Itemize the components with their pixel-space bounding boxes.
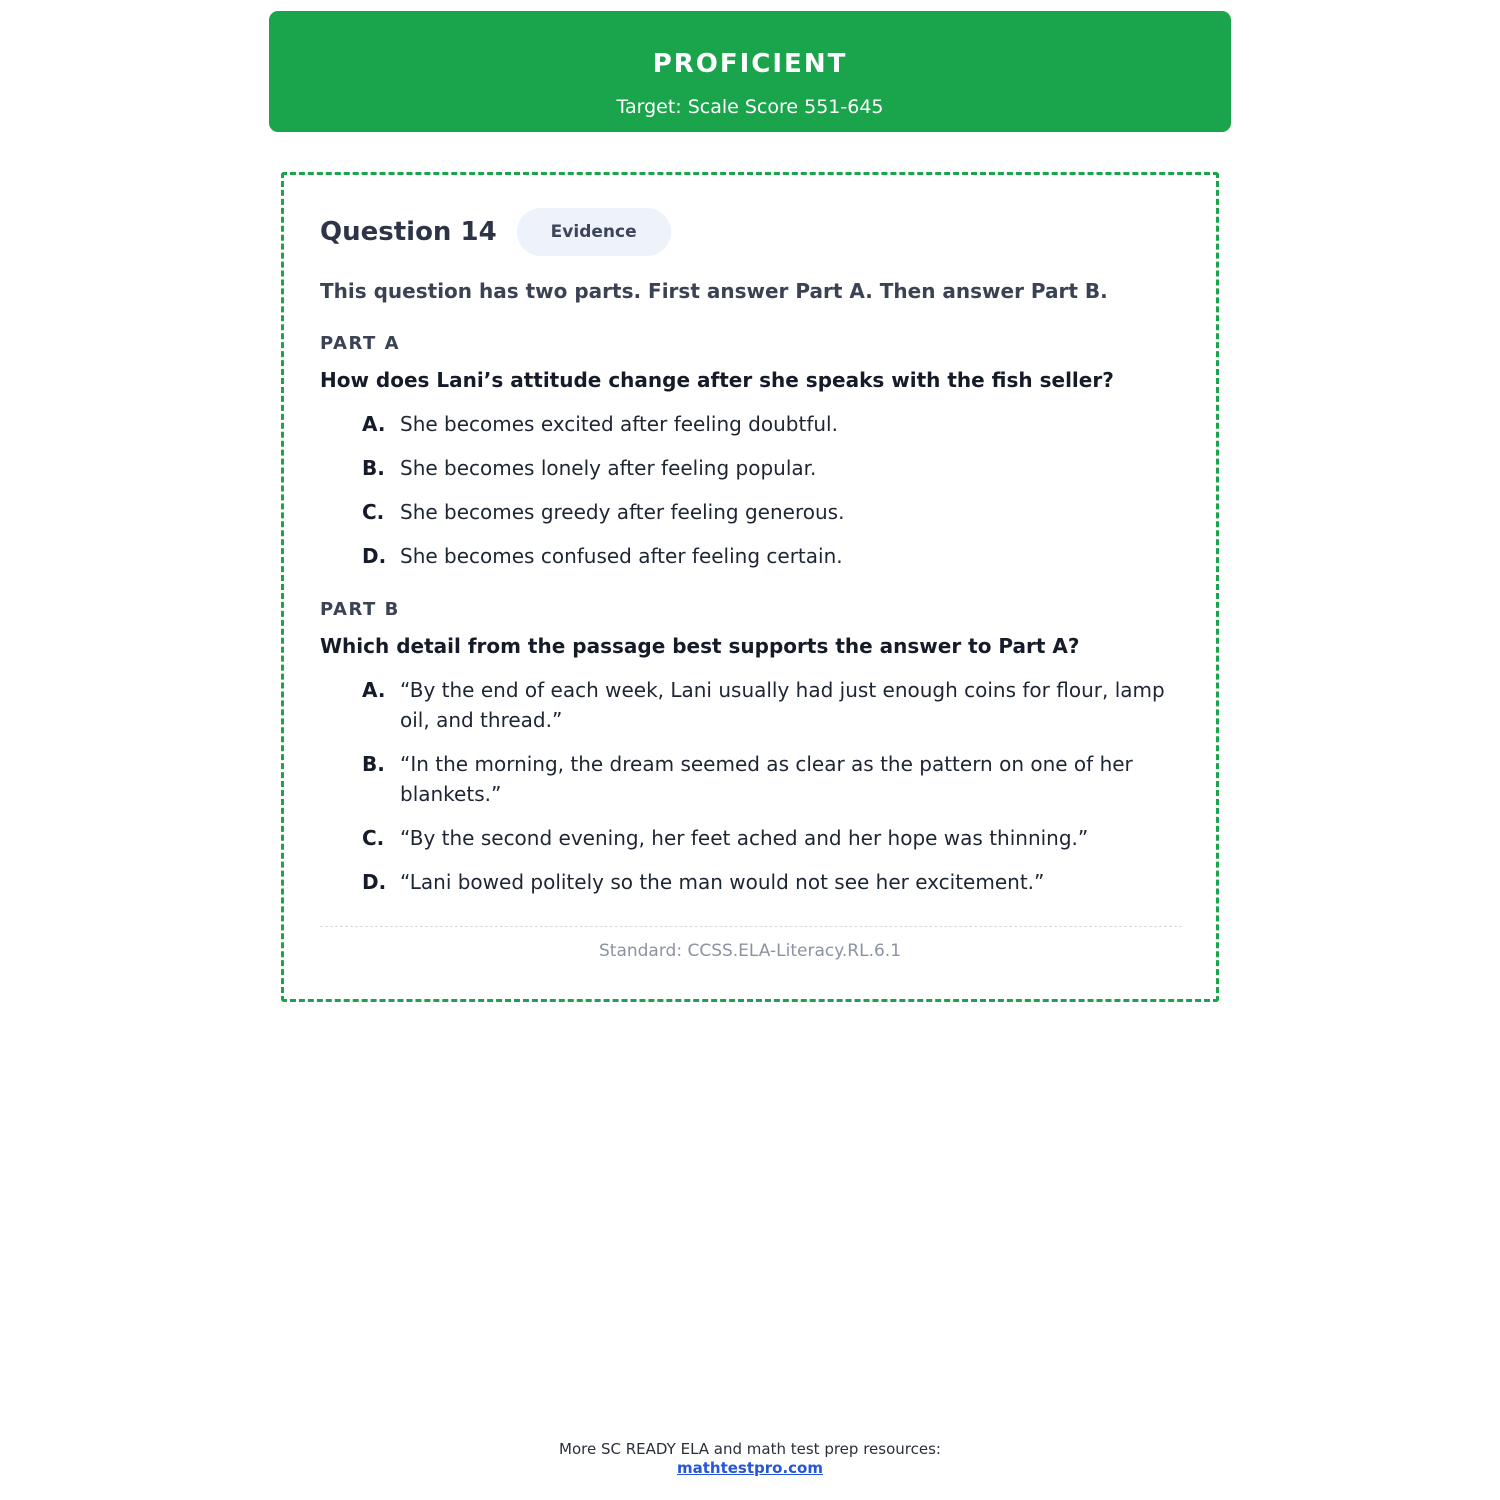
part-b-choice[interactable] bbox=[362, 867, 1172, 897]
choice-text: “Lani bowed politely so the man would not see her excitement.” bbox=[400, 870, 1045, 894]
choice-letter: B. bbox=[362, 752, 385, 776]
part-a-choice[interactable] bbox=[362, 409, 1172, 439]
part-a-choice[interactable] bbox=[362, 453, 1172, 483]
footer bbox=[0, 1440, 1500, 1478]
choice-text: She becomes greedy after feeling generous. bbox=[400, 500, 845, 524]
part-a-choice[interactable] bbox=[362, 497, 1172, 527]
standard-label: Standard: CCSS.ELA-Literacy.RL.6.1 bbox=[598, 941, 902, 961]
part-b-choice[interactable] bbox=[362, 675, 1172, 735]
choice-letter: D. bbox=[362, 544, 387, 568]
banner-title: PROFICIENT bbox=[652, 49, 848, 79]
part-a-choice[interactable] bbox=[362, 541, 1172, 571]
choice-text: She becomes confused after feeling certain. bbox=[400, 544, 843, 568]
part-a-prompt: How does Lani’s attitude change after she speaks with the fish seller? bbox=[320, 368, 1114, 392]
footer-text: More SC READY ELA and math test prep resources: bbox=[559, 1440, 941, 1458]
part-b-choices bbox=[362, 675, 1172, 911]
question-card bbox=[281, 172, 1219, 1002]
choice-text: “In the morning, the dream seemed as clear as the pattern on one of her blankets.” bbox=[400, 752, 1133, 806]
choice-letter: C. bbox=[362, 500, 385, 524]
part-a-choices bbox=[362, 409, 1172, 585]
choice-letter: A. bbox=[362, 412, 386, 436]
choice-letter: D. bbox=[362, 870, 387, 894]
footer-link[interactable]: mathtestpro.com bbox=[676, 1459, 823, 1477]
choice-letter: B. bbox=[362, 456, 385, 480]
part-b-prompt: Which detail from the passage best supports the answer to Part A? bbox=[320, 634, 1080, 658]
card-divider bbox=[320, 926, 1182, 927]
question-title: Question 14 bbox=[320, 217, 497, 247]
proficiency-banner bbox=[269, 11, 1231, 132]
choice-text: She becomes excited after feeling doubtful. bbox=[400, 412, 838, 436]
choice-letter: A. bbox=[362, 678, 386, 702]
banner-subtitle: Target: Scale Score 551-645 bbox=[616, 96, 884, 118]
part-b-choice[interactable] bbox=[362, 749, 1172, 809]
part-a-label: PART A bbox=[320, 333, 400, 354]
choice-text: “By the second evening, her feet ached and her hope was thinning.” bbox=[400, 826, 1089, 850]
part-b-label: PART B bbox=[320, 599, 400, 620]
question-type-badge: Evidence bbox=[517, 208, 671, 256]
part-b-choice[interactable] bbox=[362, 823, 1172, 853]
choice-text: “By the end of each week, Lani usually had just enough coins for flour, lamp oil, and thread.” bbox=[400, 678, 1165, 732]
choice-text: She becomes lonely after feeling popular. bbox=[400, 456, 817, 480]
choice-letter: C. bbox=[362, 826, 385, 850]
question-header bbox=[320, 207, 671, 257]
question-instructions: This question has two parts. First answer Part A. Then answer Part B. bbox=[320, 279, 1108, 303]
